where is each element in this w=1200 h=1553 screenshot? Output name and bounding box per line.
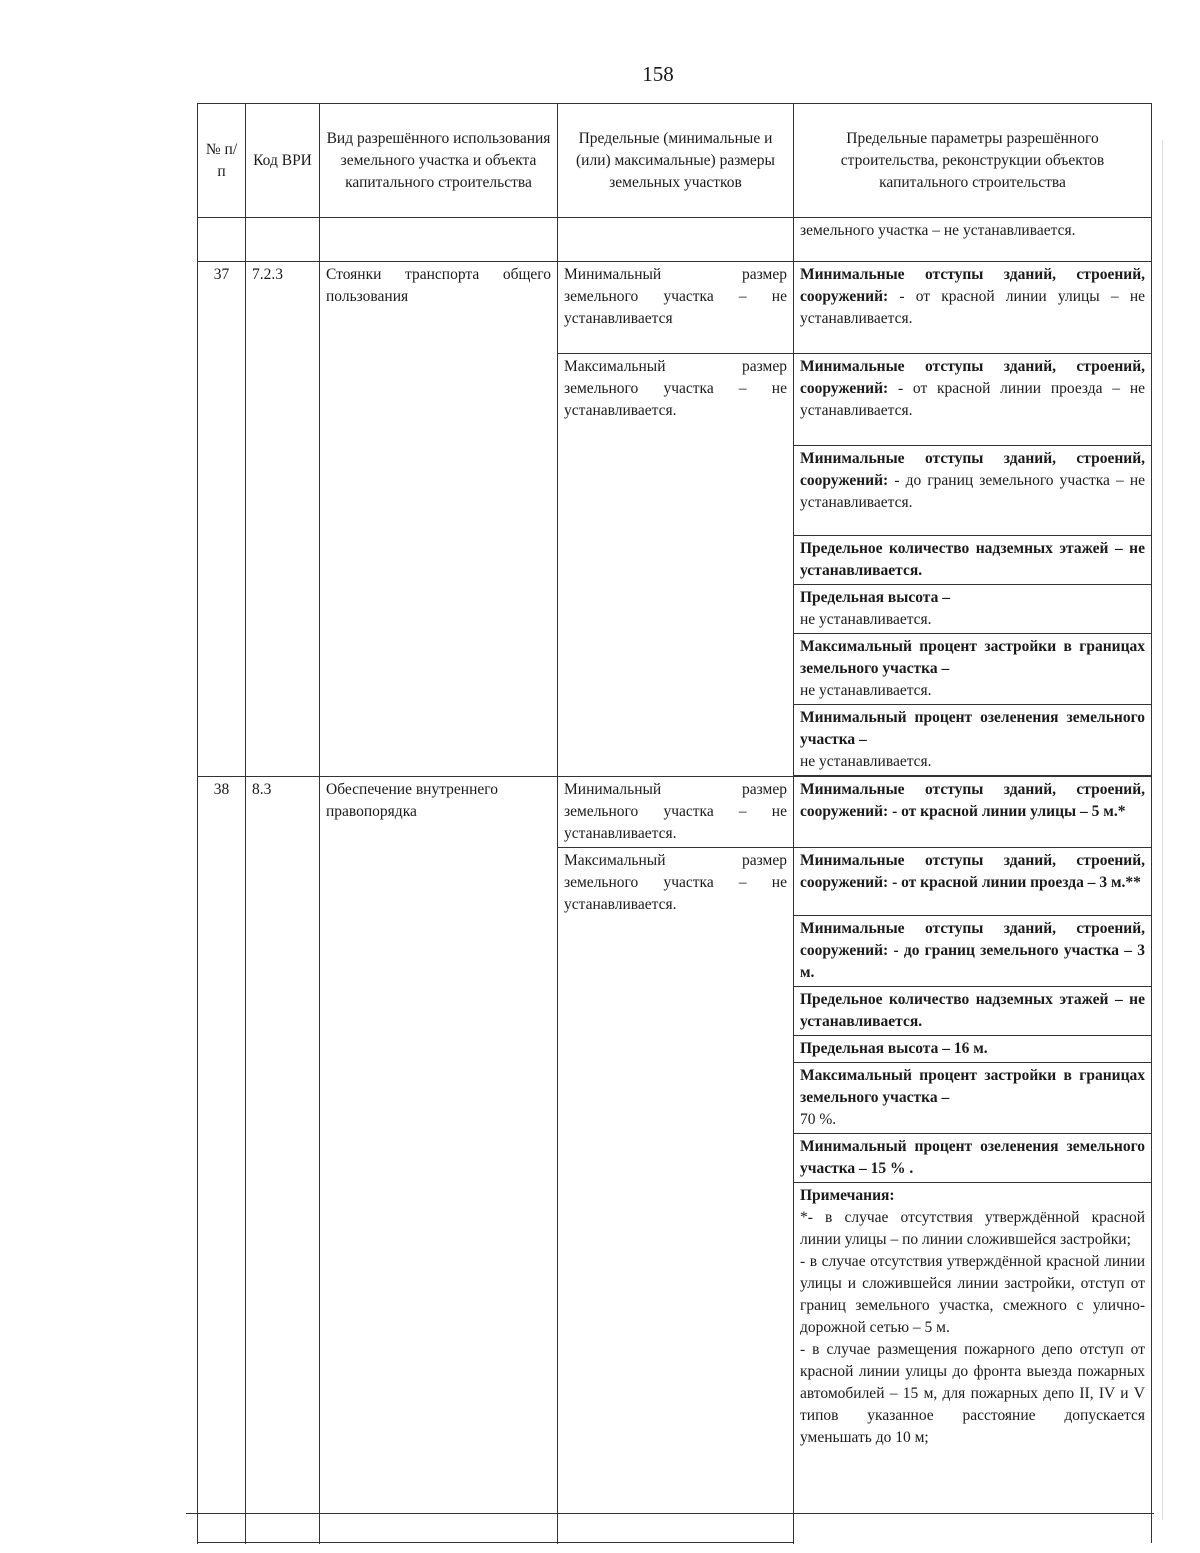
param-text: - до границ земельного участка – 3 м. bbox=[800, 942, 1146, 981]
row-number: 37 bbox=[198, 262, 246, 777]
header-use: Вид разрешённого использования земельного участка и объекта капитального строительства bbox=[320, 104, 558, 218]
param-text: Минимальный процент озеленения земельного участка – 15 % . bbox=[800, 1138, 1145, 1177]
param-text: Предельная высота – 16 м. bbox=[800, 1040, 988, 1057]
table-row-37 bbox=[198, 262, 1152, 354]
row-param bbox=[794, 1134, 1152, 1183]
row-param bbox=[794, 916, 1152, 987]
row-param bbox=[794, 1063, 1152, 1134]
table-bottom-line bbox=[186, 1513, 1154, 1514]
param-head: Минимальные отступы зданий, строений, сооружений: bbox=[800, 266, 1145, 305]
row-code: 8.3 bbox=[246, 777, 320, 1543]
row-use: Стоянки транспорта общего пользования bbox=[320, 262, 558, 777]
param-head: Максимальный процент застройки в границах земельного участка – bbox=[800, 1067, 1145, 1106]
param-text: не устанавливается. bbox=[800, 753, 932, 770]
scan-edge-line bbox=[1162, 140, 1163, 1520]
row-param bbox=[794, 446, 1152, 536]
param-head: Минимальные отступы зданий, строений, сооружений: bbox=[800, 852, 1145, 891]
row-param bbox=[794, 536, 1152, 585]
row-code: 7.2.3 bbox=[246, 262, 320, 777]
row-param bbox=[794, 705, 1152, 776]
row-use: Обеспечение внутреннего правопорядка bbox=[320, 777, 558, 1543]
table-header-row bbox=[198, 104, 1152, 218]
header-params: Предельные параметры разрешённого строительства, реконструкции объектов капитального строительства bbox=[794, 104, 1152, 218]
row-param bbox=[794, 777, 1152, 848]
param-head: Минимальный процент озеленения земельного участка – bbox=[800, 709, 1145, 748]
page-number: 158 bbox=[642, 62, 674, 86]
notes-heading: Примечания: bbox=[800, 1187, 895, 1204]
param-head: Максимальный процент застройки в границах земельного участка – bbox=[800, 638, 1145, 677]
row-max-size: Максимальный размер земельного участка – не устанавливается. bbox=[558, 354, 794, 777]
param-head: Предельная высота – bbox=[800, 589, 950, 606]
header-size: Предельные (минимальные и (или) максимальные) размеры земельных участков bbox=[558, 104, 794, 218]
table-row-carry-over bbox=[198, 218, 1152, 262]
table-row-38 bbox=[198, 777, 1152, 848]
header-num: № п/п bbox=[198, 104, 246, 218]
param-text: Предельное количество надземных этажей – не устанавливается. bbox=[800, 540, 1145, 579]
param-text: - от красной линии проезда – 3 м.** bbox=[892, 874, 1141, 891]
row-param bbox=[794, 987, 1152, 1036]
row-param bbox=[794, 354, 1152, 446]
param-text: не устанавливается. bbox=[800, 611, 932, 628]
param-text: 70 %. bbox=[800, 1111, 837, 1128]
param-head: Минимальные отступы зданий, строений, сооружений: bbox=[800, 781, 1145, 820]
param-head: Минимальные отступы зданий, строений, сооружений: bbox=[800, 920, 1145, 959]
param-text: - от красной линии проезда – не устанавливается. bbox=[800, 380, 1145, 419]
header-code: Код ВРИ bbox=[246, 104, 320, 218]
row-notes bbox=[794, 1183, 1152, 1543]
param-text: - от красной линии улицы – 5 м.* bbox=[892, 803, 1126, 820]
row-param bbox=[794, 1036, 1152, 1063]
row-param bbox=[794, 634, 1152, 705]
row-param bbox=[794, 585, 1152, 634]
param-text: не устанавливается. bbox=[800, 682, 932, 699]
row-min-size: Минимальный размер земельного участка – не устанавливается bbox=[558, 262, 794, 354]
row-max-size: Максимальный размер земельного участка – не устанавливается. bbox=[558, 848, 794, 1543]
row-param bbox=[794, 262, 1152, 354]
note-1: *- в случае отсутствия утверждённой красной линии улицы – по линии сложившейся застройки; bbox=[800, 1209, 1145, 1248]
row-param bbox=[794, 848, 1152, 916]
regulations-table bbox=[197, 103, 1152, 1543]
param-text: - до границ земельного участка – не устанавливается. bbox=[800, 472, 1146, 511]
param-text: - от красной линии улицы – не устанавливается. bbox=[800, 288, 1145, 327]
note-3: - в случае размещения пожарного депо отступ от красной линии улицы до фронта выезда пожарных автомобилей – 15 м, для пожарных депо II, IV и V типов указанное расстояние допускается уменьшать до 10 м; bbox=[800, 1341, 1145, 1446]
row-min-size: Минимальный размер земельного участка – не устанавливается. bbox=[558, 777, 794, 848]
param-head: Минимальные отступы зданий, строений, сооружений: bbox=[800, 450, 1145, 489]
param-text: Предельное количество надземных этажей – не устанавливается. bbox=[800, 991, 1145, 1030]
carry-over-params: земельного участка – не устанавливается. bbox=[794, 218, 1152, 262]
param-head: Минимальные отступы зданий, строений, сооружений: bbox=[800, 358, 1145, 397]
row-number: 38 bbox=[198, 777, 246, 1543]
note-2: - в случае отсутствия утверждённой красной линии улицы и сложившейся линии застройки, отступ от границ земельного участка, смежного с улично-дорожной сетью – 5 м. bbox=[800, 1253, 1145, 1336]
